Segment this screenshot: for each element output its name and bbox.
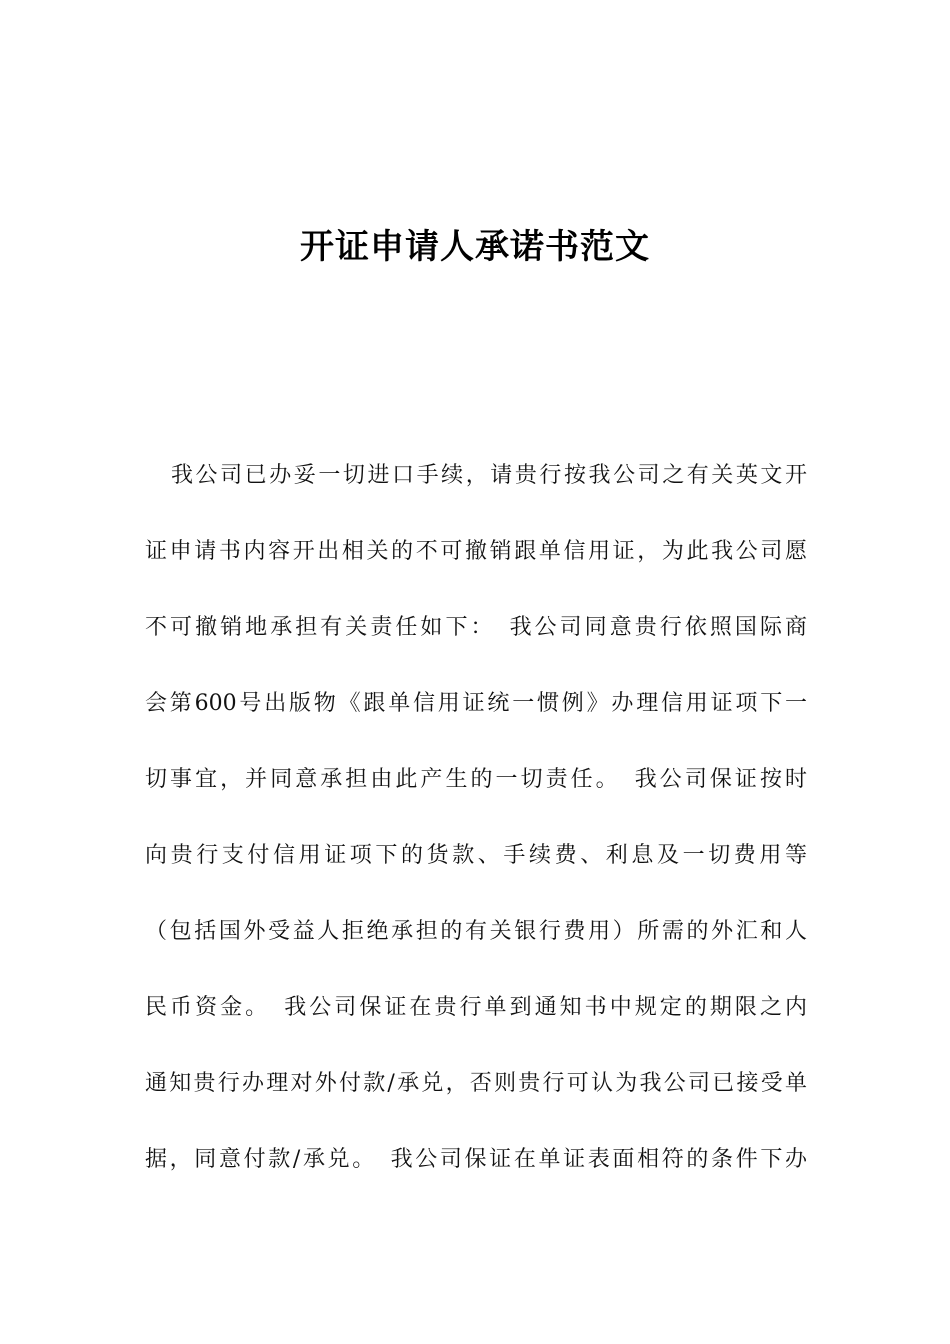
body-line: （包括国外受益人拒绝承担的有关银行费用）所需的外汇和人 bbox=[145, 919, 807, 944]
body-line: 不可撤销地承担有关责任如下： 我公司同意贵行依照国际商 bbox=[145, 615, 807, 640]
body-line: 民币资金。 我公司保证在贵行单到通知书中规定的期限之内 bbox=[145, 995, 807, 1020]
document-body bbox=[145, 456, 807, 1216]
body-line: 通知贵行办理对外付款/承兑，否则贵行可认为我公司已接受单 bbox=[145, 1071, 807, 1096]
body-line: 我公司已办妥一切进口手续，请贵行按我公司之有关英文开 bbox=[171, 463, 807, 488]
body-line: 会第600号出版物《跟单信用证统一惯例》办理信用证项下一 bbox=[145, 691, 807, 716]
body-line: 证申请书内容开出相关的不可撤销跟单信用证，为此我公司愿 bbox=[145, 539, 807, 564]
body-line: 切事宜，并同意承担由此产生的一切责任。 我公司保证按时 bbox=[145, 767, 807, 792]
body-line: 向贵行支付信用证项下的货款、手续费、利息及一切费用等 bbox=[145, 843, 807, 868]
body-line: 据，同意付款/承兑。 我公司保证在单证表面相符的条件下办 bbox=[145, 1147, 807, 1172]
document-title: 开证申请人承诺书范文 bbox=[300, 227, 650, 267]
